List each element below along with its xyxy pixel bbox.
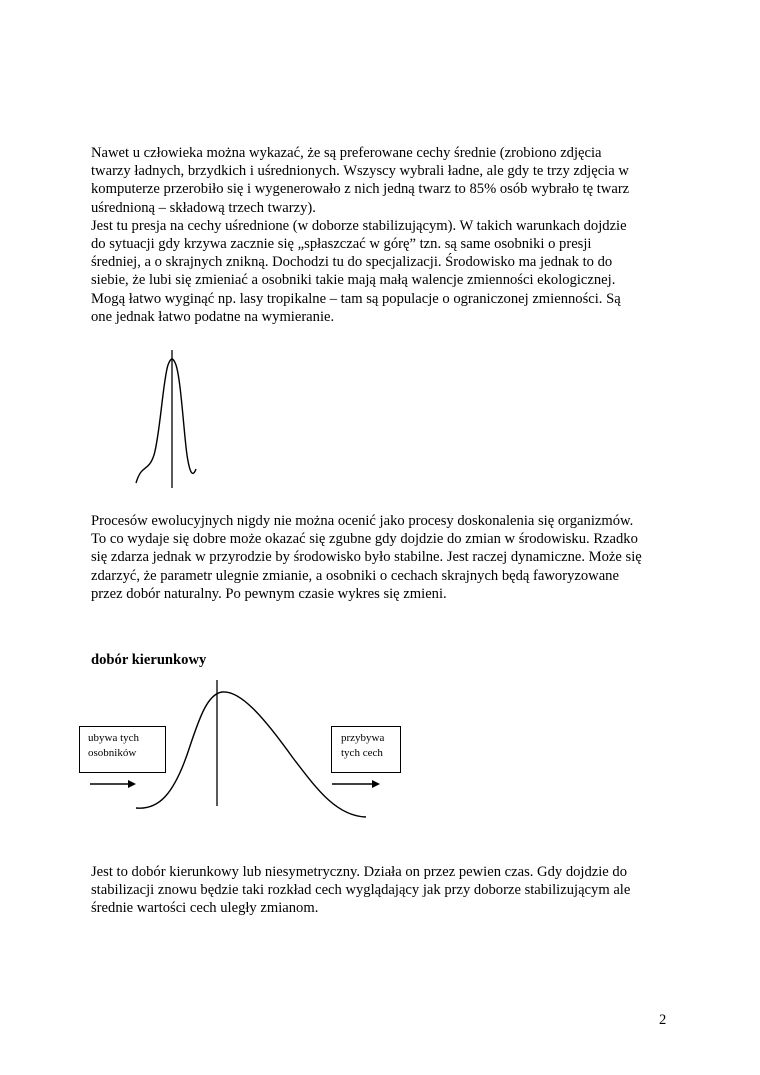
text-line: Jest tu presja na cechy uśrednione (w doborze stabilizującym). W takich warunkach dojdzie	[91, 217, 627, 234]
narrow-distribution-curve	[136, 359, 196, 483]
paragraph-directional-selection	[91, 863, 681, 918]
text-line: przez dobór naturalny. Po pewnym czasie wykres się zmieni.	[91, 585, 447, 602]
decreasing-individuals-box	[79, 726, 166, 773]
text-line: średniej, a o skrajnych znikną. Dochodzi tu do specjalizacji. Środowisko ma jednak to do	[91, 254, 613, 271]
text-line: siebie, że lubi się zmieniać a osobniki takie mają małą walencje zmienności ekologicznej.	[91, 272, 616, 289]
right-arrow-head	[372, 780, 380, 788]
text-line: się zdarza jednak w przyrodzie by środowisko było stabilne. Jest raczej dynamiczne. Może się	[91, 549, 642, 566]
text-line: stabilizacji znowu będzie taki rozkład cech wyglądający jak przy doborze stabilizującym ale	[91, 882, 631, 899]
text-line: twarzy ładnych, brzydkich i uśrednionych. Wszyscy wybrali ładne, ale gdy te trzy zdjęcia w	[91, 163, 629, 180]
text-line: Mogą łatwo wyginąć np. lasy tropikalne – tam są populacje o ograniczonej zmienności. Są	[91, 290, 621, 307]
box-label-line: tych cech	[341, 747, 383, 759]
paragraph-stabilizing-selection	[91, 144, 681, 326]
left-arrow-head	[128, 780, 136, 788]
text-line: Jest to dobór kierunkowy lub niesymetryczny. Działa on przez pewien czas. Gdy dojdzie do	[91, 864, 628, 880]
section-heading: dobór kierunkowy	[91, 652, 207, 668]
paragraph-evolution-processes	[91, 512, 681, 603]
box-label-line: ubywa tych	[88, 732, 140, 744]
narrow-peak-curve-figure	[130, 345, 200, 490]
text-line: do sytuacji gdy krzywa zacznie się „spłaszczać w górę” tzn. są same osobniki o presji	[91, 236, 592, 253]
box-label-line: osobników	[88, 747, 137, 759]
text-line: To co wydaje się dobre może okazać się zgubne gdy dojdzie do zmian w środowisku. Rzadko	[91, 531, 638, 548]
text-line: Nawet u człowieka można wykazać, że są preferowane cechy średnie (zrobiono zdjęcia	[91, 145, 602, 161]
text-line: komputerze przerobiło się i wygenerowało z nich jedną twarz to 85% osób wybrało tę twarz	[91, 181, 630, 198]
page-number: 2	[659, 1012, 667, 1028]
text-line: średnie wartości cech uległy zmianom.	[91, 900, 319, 917]
text-line: Procesów ewolucyjnych nigdy nie można ocenić jako procesy doskonalenia się organizmów.	[91, 513, 634, 529]
text-line: uśrednioną – składową trzech twarzy).	[91, 199, 316, 216]
text-line: zdarzyć, że parametr ulegnie zmianie, a osobniki o cechach skrajnych będą faworyzowane	[91, 567, 619, 584]
increasing-traits-box	[331, 726, 401, 773]
box-label-line: przybywa	[341, 732, 385, 744]
text-line: one jednak łatwo podatne na wymieranie.	[91, 308, 335, 325]
